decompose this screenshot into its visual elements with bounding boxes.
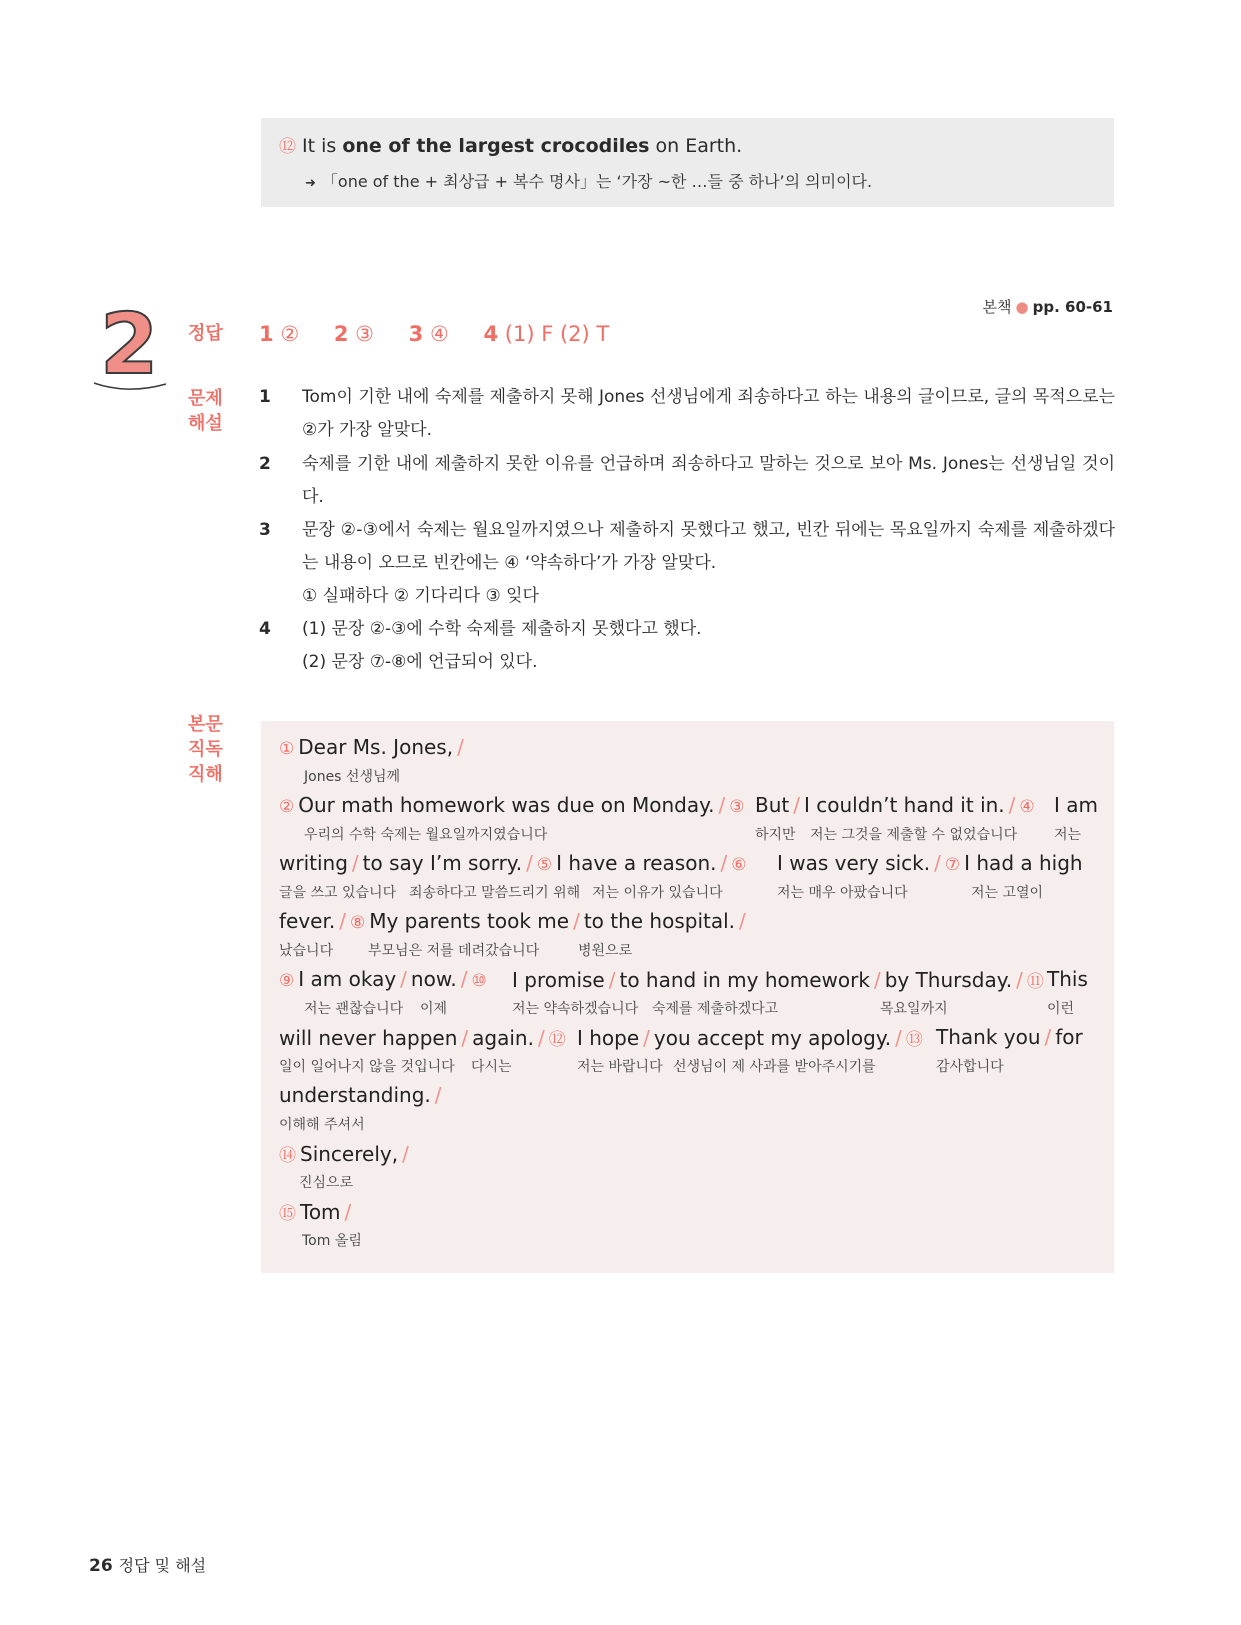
reading-ko-line: 저는 그것을 제출할 수 없었습니다 — [810, 827, 1018, 843]
reading-en-line: ② Our math homework was due on Monday. / ③ — [279, 793, 745, 817]
reading-ko-line: Jones 선생님께 — [304, 769, 401, 785]
explanation-item: 4 (1) 문장 ②-③에 수학 숙제를 제출하지 못했다고 했다. (2) 문장 ⑦-⑧에 언급되어 있다. — [259, 619, 702, 672]
reading-en-line: understanding. / — [279, 1083, 442, 1107]
reading-en-line: ⑨ I am okay / now. / ⑩ — [279, 967, 487, 991]
reading-en-line: fever. / ⑧ My parents took me / to the hospital. / — [279, 909, 746, 933]
reading-ko-line: 하지만 — [755, 827, 796, 843]
reading-ko-line: 저는 매우 아팠습니다 — [777, 885, 908, 901]
answer-item: 2 ③ — [333, 322, 374, 346]
explanation-label: 문제 해설 — [188, 388, 223, 434]
reading-en-line: writing / to say I’m sorry. / ⑤ I have a reason. / ⑥ — [279, 851, 747, 875]
reading-ko-line: Tom 올림 — [302, 1233, 362, 1249]
answer-item: 4 (1) F (2) T — [483, 322, 610, 346]
reading-en-line: will never happen / again. / ⑫ — [279, 1026, 566, 1050]
reading-ko-line: 선생님이 제 사과를 받아주시기를 — [673, 1059, 876, 1075]
answer-list — [259, 322, 637, 346]
reading-ko-line: 저는 고열이 — [971, 885, 1044, 901]
reading-ko-line: 다시는 — [471, 1059, 512, 1075]
reading-en-line: I promise / to hand in my homework / by Thursday. / ⑪ — [512, 968, 1044, 992]
dot-icon: ● — [1015, 298, 1029, 316]
arrow-right-icon: ➜ — [305, 176, 316, 191]
answer-item: 3 ④ — [408, 322, 449, 346]
reading-ko-line: 병원으로 — [578, 943, 633, 959]
reading-ko-line: 목요일까지 — [880, 1001, 948, 1017]
example-sentence: ⑫ It is one of the largest crocodiles on Earth. — [279, 135, 743, 157]
reading-en-line: ⑮ Tom / — [279, 1200, 352, 1224]
reading-ko-line: 이제 — [420, 1001, 448, 1017]
highlighted-phrase: one of the largest crocodiles — [342, 135, 650, 157]
section-number-badge — [94, 300, 170, 392]
reading-ko-line: 이런 — [1047, 1001, 1075, 1017]
reading-ko-line: 우리의 수학 숙제는 월요일까지였습니다 — [304, 827, 548, 843]
answer-item: 1 ② — [259, 322, 300, 346]
book-page-reference: 본책 ● pp. 60-61 — [982, 298, 1113, 316]
reading-ko-line: 저는 약속하겠습니다 — [512, 1001, 639, 1017]
reading-ko-line: 났습니다 — [279, 943, 334, 959]
grammar-note: ➜ 「one of the + 최상급 + 복수 명사」는 ‘가장 ~한 …들 중 하나’의 의미이다. — [305, 172, 873, 191]
page-number: 26 — [89, 1556, 113, 1576]
direct-reading-box — [261, 721, 1114, 1273]
reading-ko-line: 저는 괜찮습니다 — [304, 1001, 404, 1017]
explanation-item: 3 문장 ②-③에서 숙제는 월요일까지였으나 제출하지 못했다고 했고, 빈칸 뒤에는 목요일까지 숙제를 제출하겠다는 내용이 오므로 빈칸에는 ④ ‘약속하다’가 가장 알맞다. ① 실패하다 ② 기다리다 ③ 잊다 — [259, 520, 1115, 606]
reading-en-line: I am — [1054, 793, 1098, 817]
footer-title: 정답 및 해설 — [118, 1556, 207, 1575]
reading-en-line: But / I couldn’t hand it in. / ④ — [755, 793, 1035, 817]
reading-ko-line: 감사합니다 — [936, 1059, 1004, 1075]
reading-ko-line: 이해해 주셔서 — [279, 1117, 365, 1133]
reading-ko-line: 글을 쓰고 있습니다 — [279, 885, 397, 901]
page-footer — [89, 1553, 206, 1576]
reading-ko-line: 죄송하다고 말씀드리기 위해 — [409, 885, 581, 901]
answer-label: 정답 — [188, 323, 223, 344]
reading-label: 본문 직독 직해 — [188, 714, 223, 785]
reading-en-line: Thank you / for — [936, 1025, 1083, 1049]
reading-en-line: I was very sick. / ⑦ I had a high — [777, 851, 1083, 875]
reading-en-line: ① Dear Ms. Jones, / — [279, 735, 464, 759]
reading-ko-line: 저는 — [1054, 827, 1082, 843]
explanation-item: 1 Tom이 기한 내에 숙제를 제출하지 못해 Jones 선생님에게 죄송하다고 하는 내용의 글이므로, 글의 목적으로는 ②가 가장 알맞다. — [259, 387, 1115, 440]
reading-en-line: I hope / you accept my apology. / ⑬ — [577, 1026, 923, 1050]
sentence-number: ⑫ — [279, 137, 296, 157]
reading-ko-line: 숙제를 제출하겠다고 — [652, 1001, 779, 1017]
reading-ko-line: 저는 바랍니다 — [577, 1059, 663, 1075]
reading-ko-line: 부모님은 저를 데려갔습니다 — [368, 943, 540, 959]
reading-en-line: ⑭ Sincerely, / — [279, 1142, 409, 1166]
reading-ko-line: 일이 일어나지 않을 것입니다 — [279, 1059, 455, 1075]
reading-ko-line: 진심으로 — [299, 1175, 354, 1191]
grammar-note-box — [261, 118, 1114, 207]
section-number: 2 — [100, 300, 159, 392]
reading-en-line: This — [1047, 967, 1088, 991]
reading-ko-line: 저는 이유가 있습니다 — [592, 885, 723, 901]
explanation-item: 2 숙제를 기한 내에 제출하지 못한 이유를 언급하며 죄송하다고 말하는 것으로 보아 Ms. Jones는 선생님일 것이다. — [259, 454, 1115, 507]
